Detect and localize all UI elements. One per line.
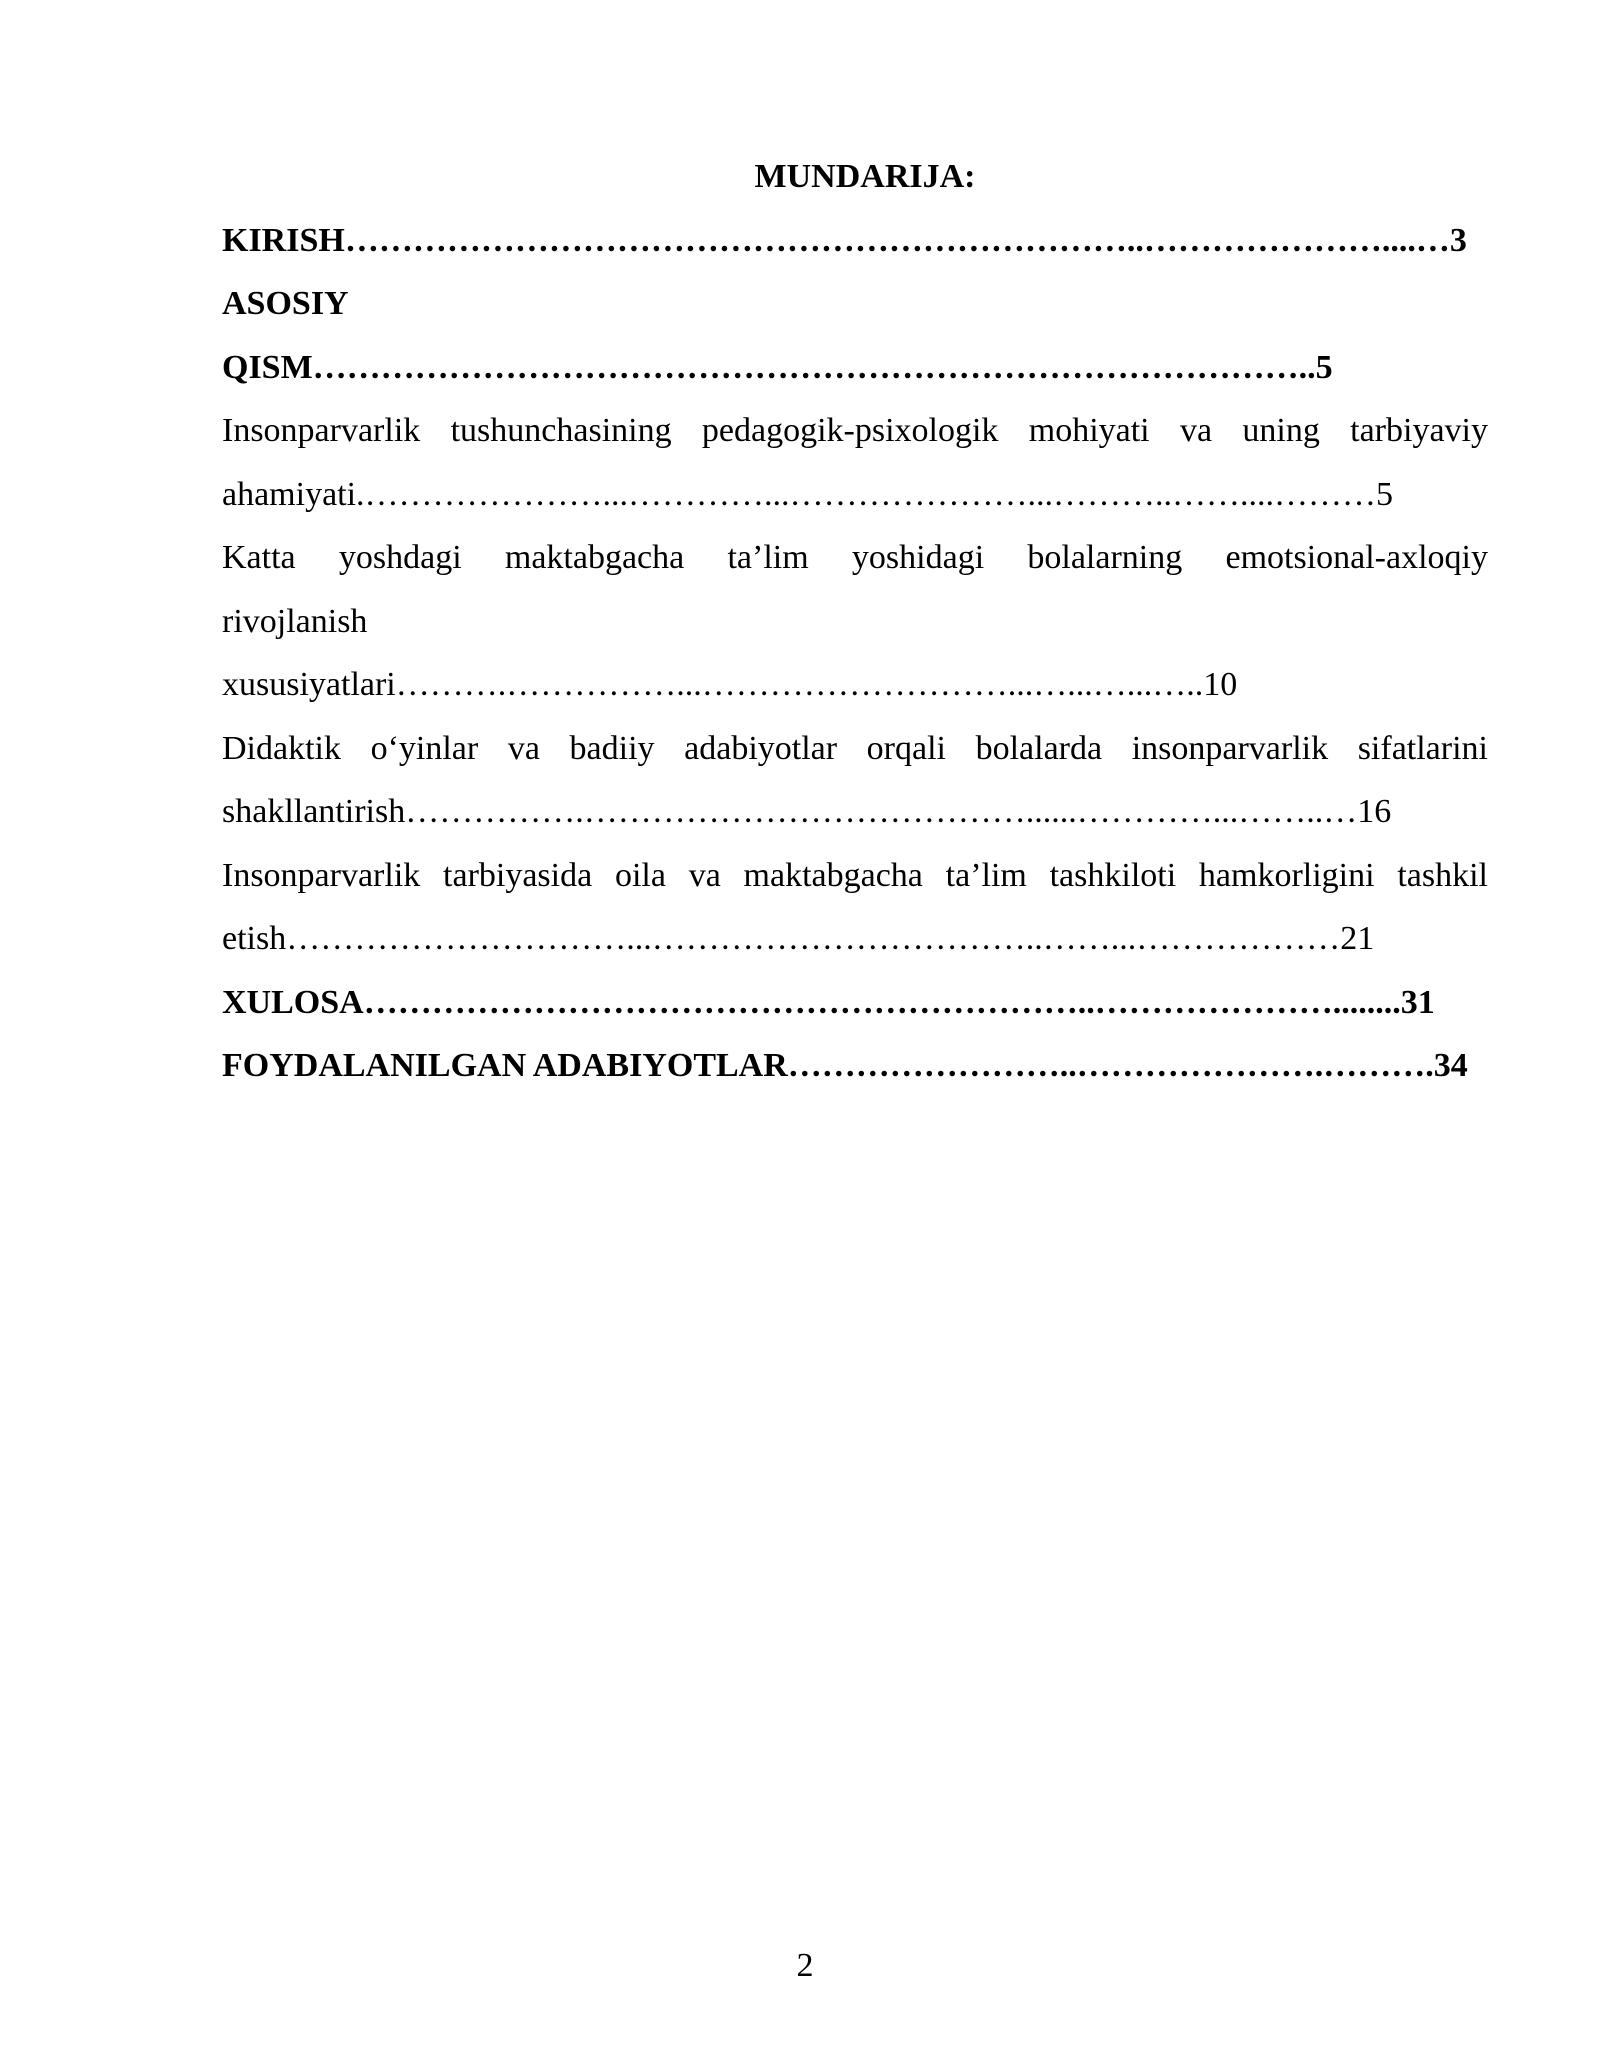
toc-entry-2-line-1: Katta yoshdagi maktabgacha ta’lim yoshidagi bolalarning emotsional-axloqiy bbox=[222, 539, 1488, 576]
toc-entry-qism: QISM……………………………………………………………………………..5 bbox=[222, 348, 1333, 386]
table-of-contents bbox=[222, 145, 1488, 1098]
toc-entry-4-line-2: etish…………………………...……………………………..……...………………21 bbox=[222, 920, 1375, 957]
toc-entry-1-line-2: ahamiyati.…………………...…………...…………………...………..……....………5 bbox=[222, 475, 1394, 513]
toc-entry-asosiy: ASOSIY bbox=[222, 285, 349, 322]
toc-entry-3-line-2: shakllantirish…………….…………………………………......…………...……..…16 bbox=[222, 793, 1392, 830]
toc-entry-2-line-3: xususiyatlari……….……………...………………………...…...…...…..10 bbox=[222, 666, 1238, 703]
toc-entry-2-line-2: rivojlanish bbox=[222, 602, 368, 640]
toc-entry-4-line-1: Insonparvarlik tarbiyasida oila va maktabgacha ta’lim tashkiloti hamkorligini tashkil bbox=[222, 856, 1488, 894]
toc-entry-adabiyotlar: FOYDALANILGAN ADABIYOTLAR……………………..………………….……….34 bbox=[222, 1047, 1468, 1084]
toc-entry-kirish: KIRISH……………………………………………………………..…………………....…3 bbox=[222, 221, 1467, 259]
toc-entry-3-line-1: Didaktik o‘yinlar va badiiy adabiyotlar orqali bolalarda insonparvarlik sifatlarini bbox=[222, 729, 1488, 767]
toc-heading: MUNDARIJA: bbox=[754, 158, 976, 195]
toc-entry-xulosa: XULOSA………………………………………………………..…………………........31 bbox=[222, 983, 1435, 1021]
toc-entry-1-line-1: Insonparvarlik tushunchasining pedagogik-psixologik mohiyati va uning tarbiyaviy bbox=[222, 412, 1488, 449]
page-number: 2 bbox=[796, 1947, 814, 1984]
